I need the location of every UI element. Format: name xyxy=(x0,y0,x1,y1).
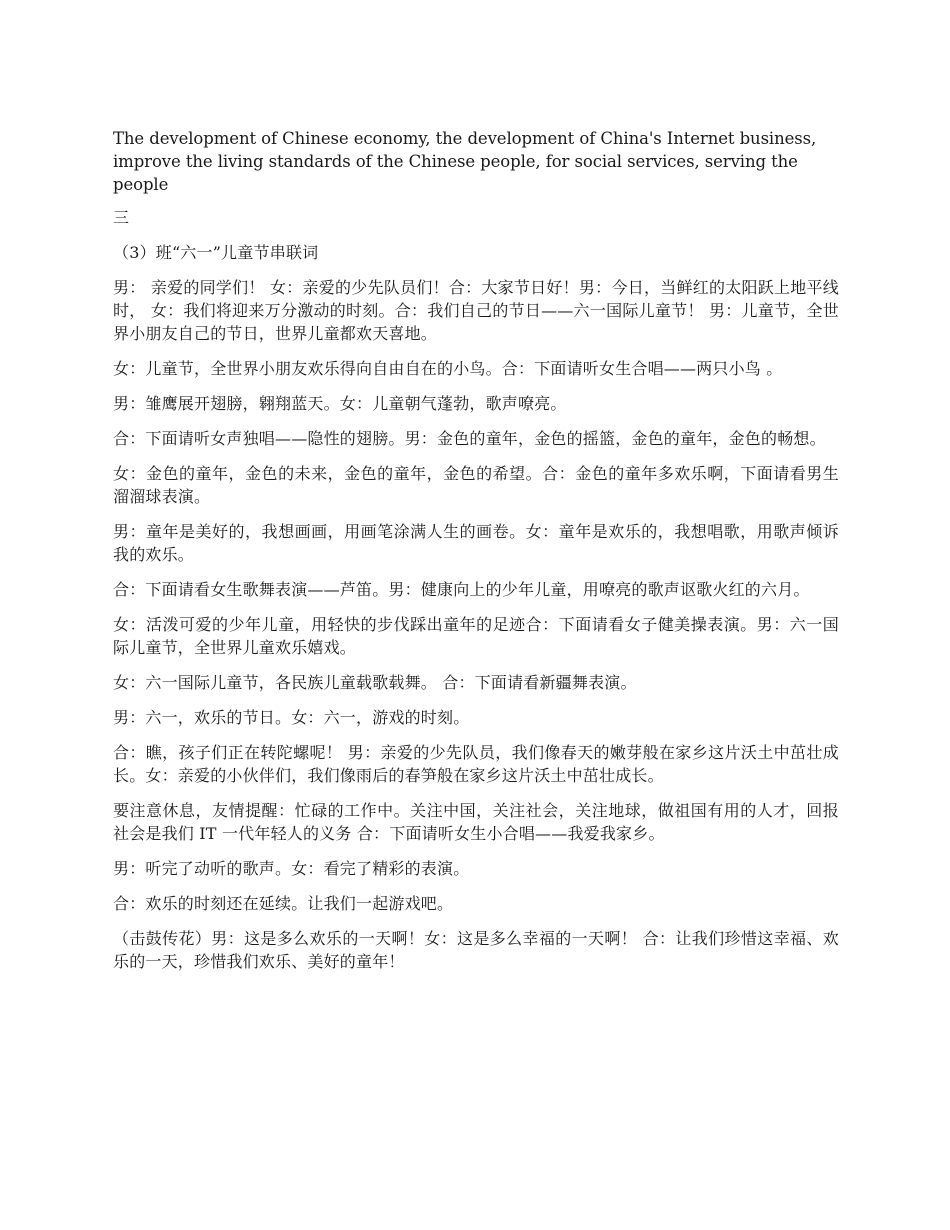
intro-text: The development of Chinese economy, the development of China's Internet business, improve the living standards of the Chinese people, for social services, serving the people xyxy=(113,129,817,194)
paragraph: 男：听完了动听的歌声。女：看完了精彩的表演。 xyxy=(113,859,470,878)
paragraph: 合：瞧，孩子们正在转陀螺呢！ 男：亲爱的少先队员，我们像春天的嫩芽般在家乡这片沃土中茁壮成长。女：亲爱的小伙伴们，我们像雨后的春笋般在家乡这片沃土中茁壮成长。 xyxy=(113,743,839,785)
paragraph: 男：童年是美好的，我想画画，用画笔涂满人生的画卷。女：童年是欢乐的，我想唱歌，用歌声倾诉我的欢乐。 xyxy=(113,522,839,564)
paragraph: 男：六一，欢乐的节日。女：六一，游戏的时刻。 xyxy=(113,708,470,727)
document-page xyxy=(113,127,839,985)
document-title: （3）班“六一”儿童节串联词 xyxy=(113,243,319,262)
paragraph: 合：下面请看女生歌舞表演——芦笛。男：健康向上的少年儿童，用嘹亮的歌声讴歌火红的六月。 xyxy=(113,580,810,599)
paragraph: 女：活泼可爱的少年儿童，用轻快的步伐踩出童年的足迹合：下面请看女子健美操表演。男：六一国际儿童节，全世界儿童欢乐嬉戏。 xyxy=(113,615,839,657)
paragraph: 合：下面请听女声独唱——隐性的翅膀。男：金色的童年，金色的摇篮，金色的童年，金色的畅想。 xyxy=(113,429,826,448)
paragraph: 男：雏鹰展开翅膀，翱翔蓝天。女：儿童朝气蓬勃，歌声嘹亮。 xyxy=(113,394,567,413)
paragraph: （击鼓传花）男：这是多么欢乐的一天啊！女：这是多么幸福的一天啊！ 合：让我们珍惜这幸福、欢乐的一天，珍惜我们欢乐、美好的童年！ xyxy=(113,929,839,971)
paragraph: 女：儿童节，全世界小朋友欢乐得向自由自在的小鸟。合：下面请听女生合唱——两只小鸟 。 xyxy=(113,359,783,378)
section-mark: 三 xyxy=(113,208,130,227)
paragraph: 女：六一国际儿童节，各民族儿童载歌载舞。 合：下面请看新疆舞表演。 xyxy=(113,673,637,692)
paragraph: 男： 亲爱的同学们！ 女：亲爱的少先队员们！合：大家节日好！男：今日，当鲜红的太阳跃上地平线时， 女：我们将迎来万分激动的时刻。合：我们自己的节日——六一国际儿童节！ 男：儿童节，全世界小朋友自己的节日，世界儿童都欢天喜地。 xyxy=(113,278,839,343)
paragraph: 要注意休息，友情提醒：忙碌的工作中。关注中国，关注社会，关注地球，做祖国有用的人才，回报社会是我们 IT 一代年轻人的义务 合：下面请听女生小合唱——我爱我家乡。 xyxy=(113,801,839,843)
paragraph: 女：金色的童年，金色的未来，金色的童年，金色的希望。合：金色的童年多欢乐啊，下面请看男生溜溜球表演。 xyxy=(113,464,839,506)
paragraph: 合：欢乐的时刻还在延续。让我们一起游戏吧。 xyxy=(113,894,454,913)
